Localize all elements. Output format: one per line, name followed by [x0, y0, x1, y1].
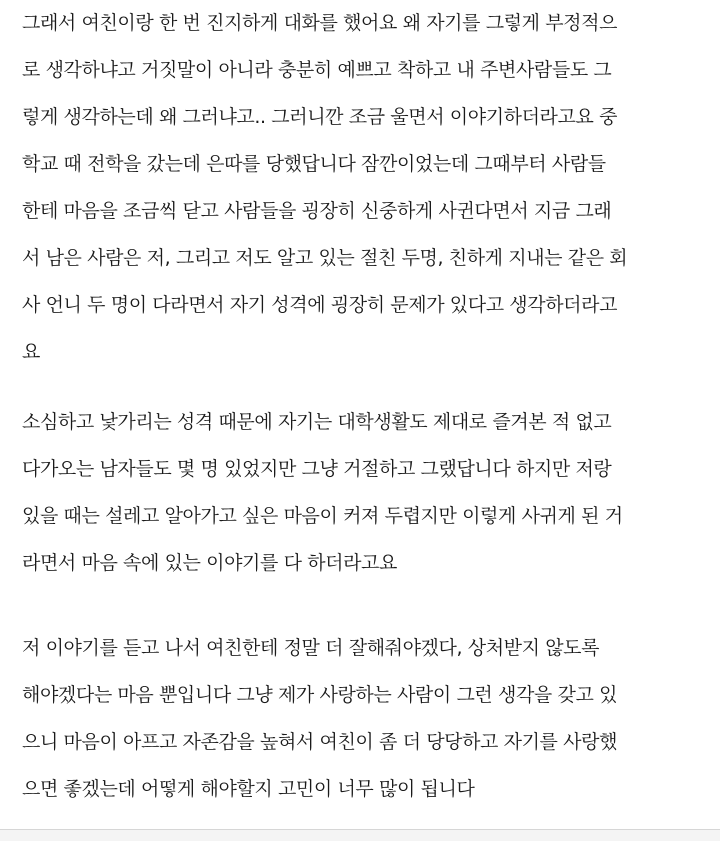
text-line: 렇게 생각하는데 왜 그러냐고.. 그러니깐 조금 울면서 이야기하더라고요 중	[22, 106, 618, 128]
text-line: 으면 좋겠는데 어떻게 해야할지 고민이 너무 많이 됩니다	[22, 778, 475, 800]
text-line: 있을 때는 설레고 알아가고 싶은 마음이 커져 두렵지만 이렇게 사귀게 된 거	[22, 505, 623, 527]
text-line: 요	[22, 341, 40, 363]
text-line: 서 남은 사람은 저, 그리고 저도 알고 있는 절친 두명, 친하게 지내는 같은 회	[22, 247, 628, 269]
text-line: 사 언니 두 명이 다라면서 자기 성격에 굉장히 문제가 있다고 생각하더라고	[22, 294, 618, 316]
text-line: 학교 때 전학을 갔는데 은따를 당했답니다 잠깐이었는데 그때부터 사람들	[22, 153, 606, 175]
text-line: 해야겠다는 마음 뿐입니다 그냥 제가 사랑하는 사람이 그런 생각을 갖고 있	[22, 684, 618, 706]
text-line: 소심하고 낯가리는 성격 때문에 자기는 대학생활도 제대로 즐겨본 적 없고	[22, 411, 612, 433]
text-line: 로 생각하냐고 거짓말이 아니라 충분히 예쁘고 착하고 내 주변사람들도 그	[22, 59, 612, 81]
paragraph-3	[22, 625, 617, 813]
text-line: 그래서 여친이랑 한 번 진지하게 대화를 했어요 왜 자기를 그렇게 부정적으	[22, 12, 618, 34]
bottom-band	[0, 830, 720, 841]
text-line: 한테 마음을 조금씩 닫고 사람들을 굉장히 신중하게 사귄다면서 지금 그래	[22, 200, 612, 222]
paragraph-1	[22, 0, 627, 376]
text-line: 라면서 마음 속에 있는 이야기를 다 하더라고요	[22, 552, 397, 574]
paragraph-2	[22, 399, 623, 587]
text-line: 다가오는 남자들도 몇 명 있었지만 그냥 거절하고 그랬답니다 하지만 저랑	[22, 458, 612, 480]
text-line: 으니 마음이 아프고 자존감을 높혀서 여친이 좀 더 당당하고 자기를 사랑했	[22, 731, 618, 753]
text-line: 저 이야기를 듣고 나서 여친한테 정말 더 잘해줘야겠다, 상처받지 않도록	[22, 637, 600, 659]
